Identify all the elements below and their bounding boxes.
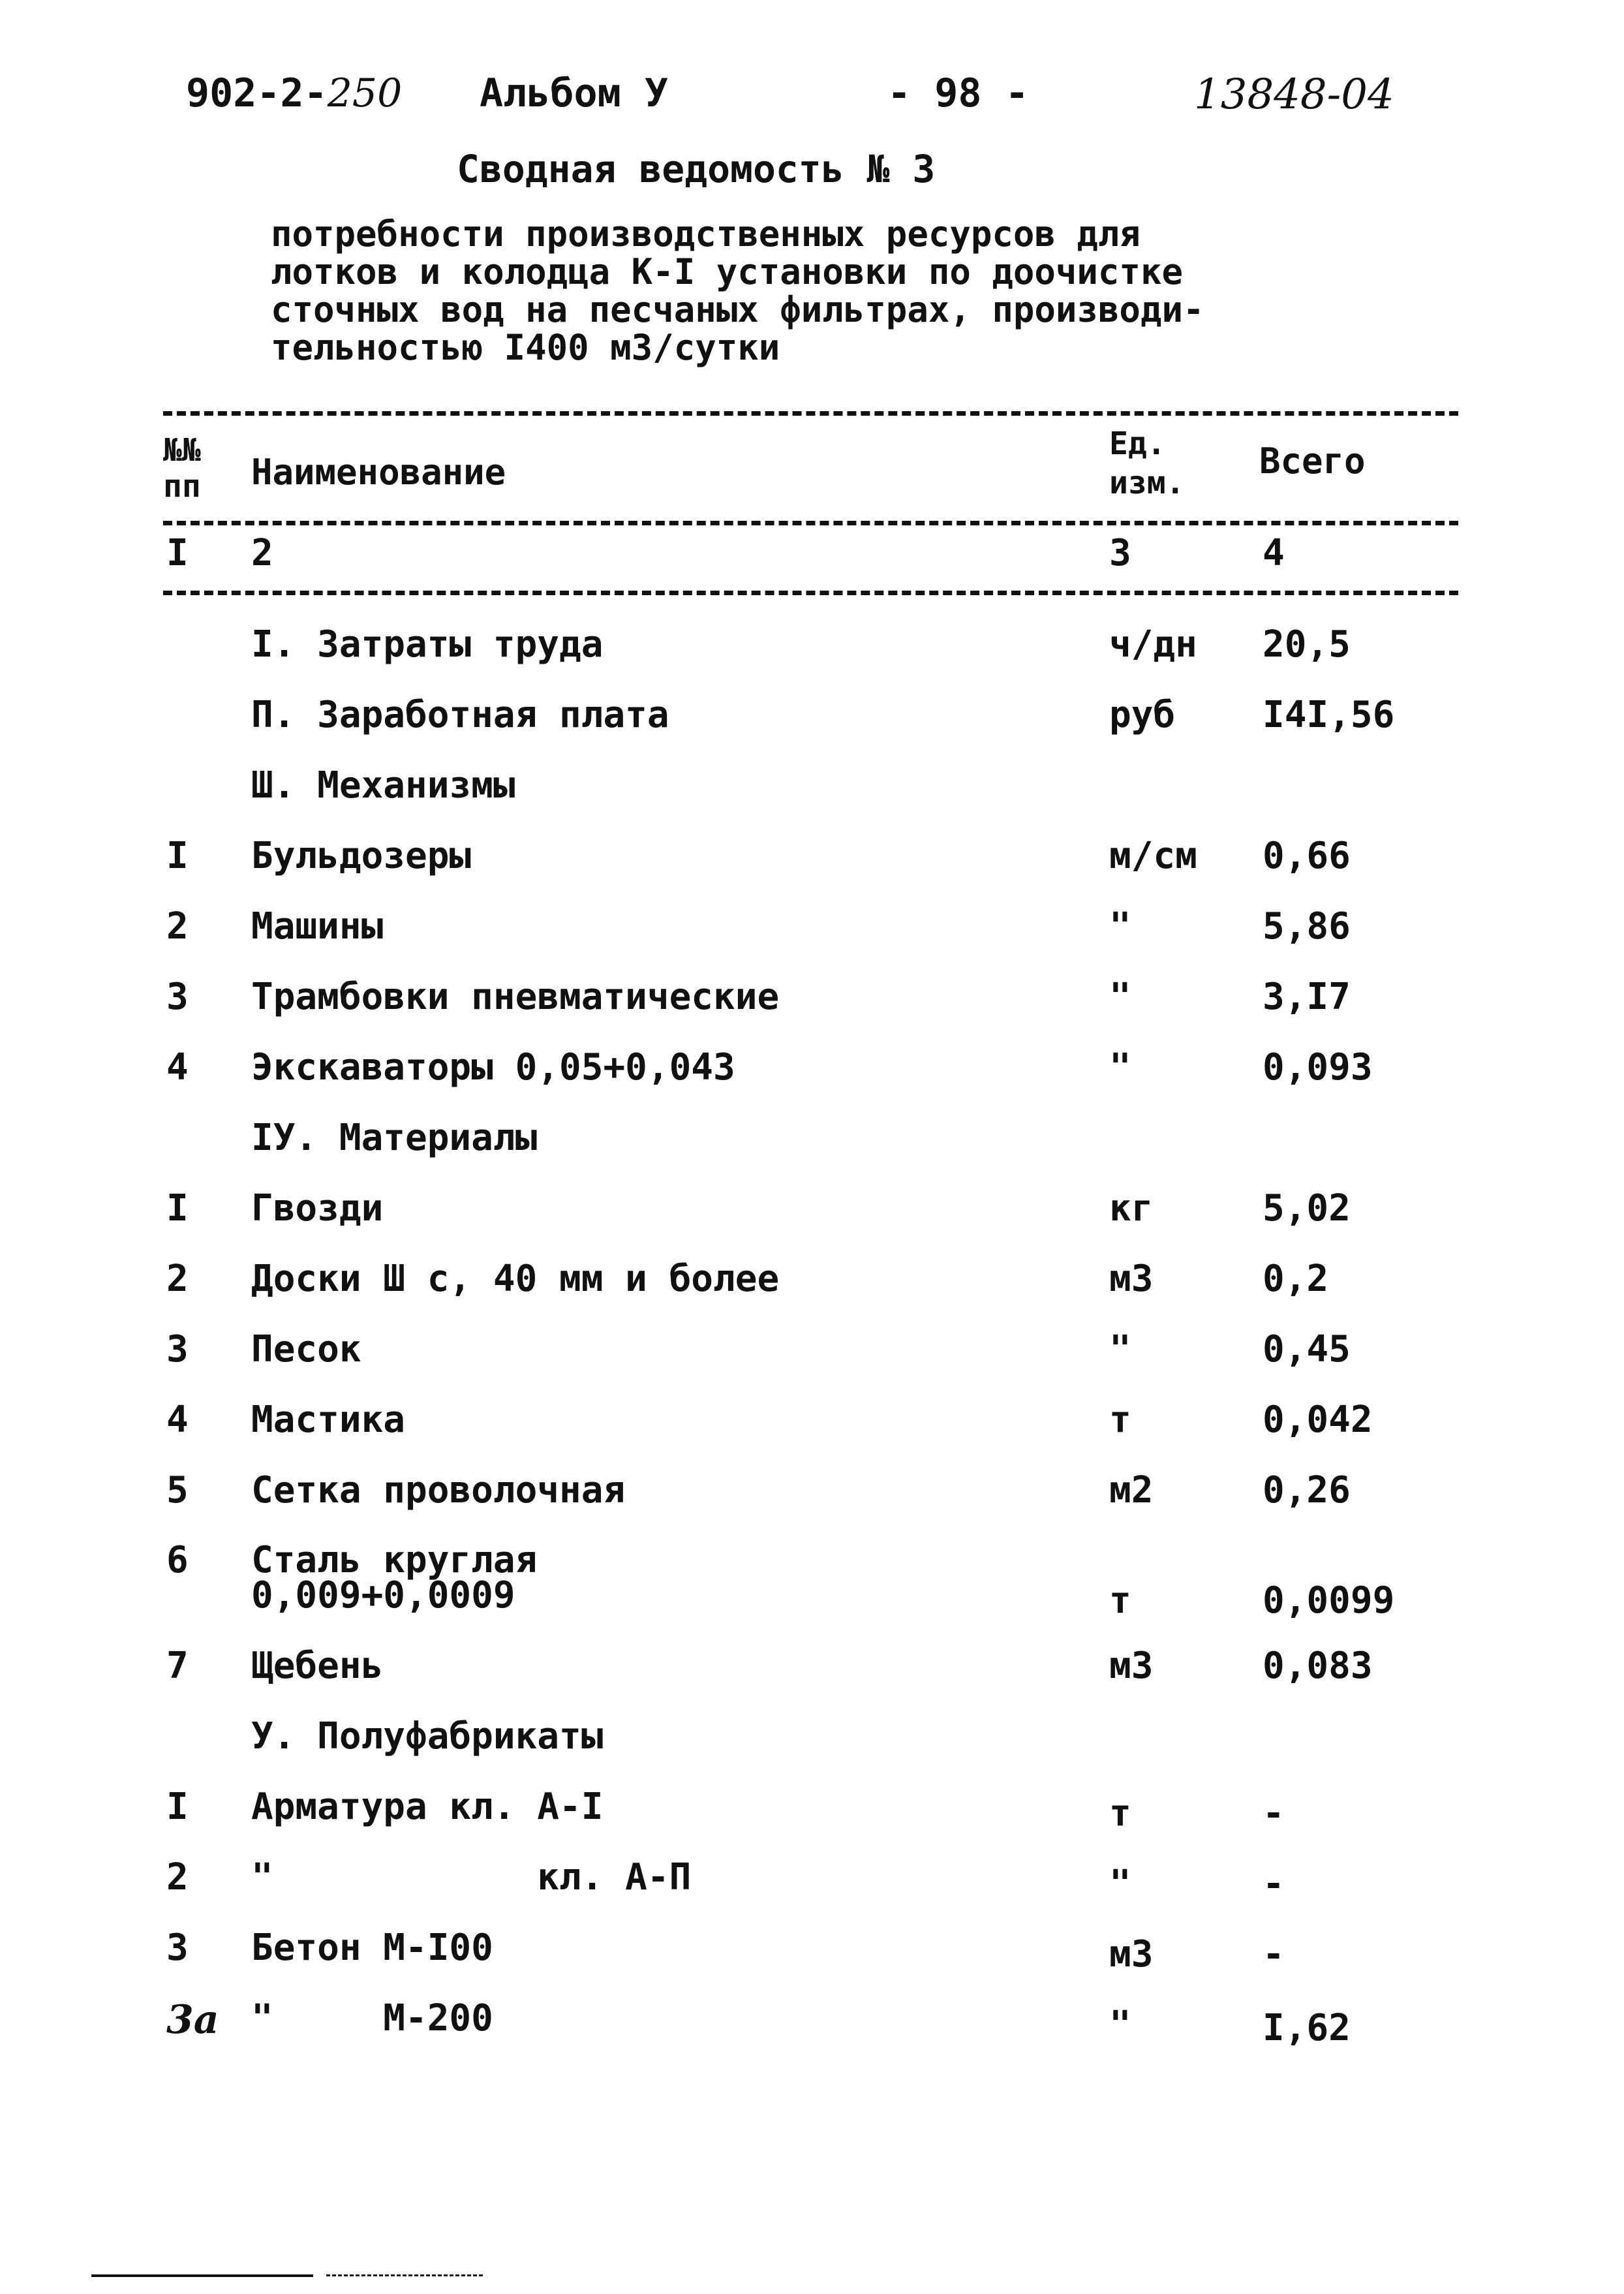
- row-num: 3: [166, 1927, 189, 1969]
- row-total: 5,02: [1263, 1187, 1351, 1230]
- subtitle-line-1: потребности производственных ресурсов для: [271, 213, 1141, 255]
- row-name: " М-200: [251, 1997, 493, 2039]
- header-num-line-2: пп: [163, 468, 201, 504]
- row-num: 2: [166, 1856, 189, 1899]
- section-heading-semifinished: У. Полуфабрикаты: [251, 1715, 604, 1758]
- row-num: I: [166, 835, 189, 877]
- row-total: 0,26: [1263, 1469, 1351, 1511]
- row-num: 2: [166, 1258, 189, 1300]
- column-number-4: 4: [1263, 532, 1285, 574]
- row-num: 5: [166, 1469, 189, 1511]
- row-total: 5,86: [1263, 905, 1351, 948]
- row-num: 4: [166, 1399, 189, 1441]
- section-heading-wages: П. Заработная плата: [251, 694, 669, 736]
- row-num: 4: [166, 1046, 189, 1089]
- series-number: 902-2-: [186, 70, 328, 116]
- column-number-2: 2: [251, 532, 273, 574]
- column-number-3: 3: [1109, 532, 1131, 574]
- row-total: 0,093: [1263, 1046, 1373, 1089]
- table-header-rule: [163, 521, 1458, 525]
- row-unit: м/см: [1109, 835, 1197, 877]
- row-total: I,62: [1263, 2007, 1351, 2049]
- row-num: 6: [166, 1539, 189, 1581]
- row-unit: м3: [1109, 1645, 1154, 1687]
- row-total: -: [1263, 1863, 1285, 1905]
- table-numbers-rule: [163, 591, 1458, 595]
- header-num-line-1: №№: [163, 432, 201, 469]
- row-total: 0,66: [1263, 835, 1351, 877]
- section-heading-labor: I. Затраты труда: [251, 623, 604, 666]
- row-num: 3: [166, 1328, 189, 1371]
- row-name: Гвозди: [251, 1187, 384, 1230]
- row-unit: т: [1109, 1579, 1131, 1622]
- row-total: 0,2: [1263, 1258, 1329, 1300]
- table-top-rule: [163, 411, 1458, 416]
- project-code-handwritten: 13848-04: [1194, 70, 1394, 119]
- row-name: Щебень: [251, 1645, 384, 1687]
- row-num: 7: [166, 1645, 189, 1687]
- page-number: - 98 -: [887, 70, 1029, 116]
- row-total: 0,0099: [1263, 1579, 1395, 1622]
- column-number-1: I: [166, 532, 189, 574]
- header-unit-line-1: Ед.: [1109, 426, 1166, 462]
- row-unit: т: [1109, 1399, 1131, 1441]
- row-name: Трамбовки пневматические: [251, 976, 780, 1018]
- row-unit: ": [1109, 905, 1131, 948]
- row-unit: ": [1109, 1863, 1131, 1905]
- row-name: Экскаваторы 0,05+0,043: [251, 1046, 735, 1089]
- row-total: 3,I7: [1263, 976, 1351, 1018]
- header-total: Всего: [1259, 441, 1366, 482]
- page-title: Сводная ведомость № 3: [457, 147, 936, 191]
- row-unit: ": [1109, 976, 1131, 1018]
- row-unit: руб: [1109, 694, 1176, 736]
- row-unit: м3: [1109, 1258, 1154, 1300]
- row-total: 20,5: [1263, 623, 1351, 666]
- album-label: Альбом У: [480, 70, 668, 116]
- row-name: Сетка проволочная: [251, 1469, 626, 1511]
- row-unit: кг: [1109, 1187, 1154, 1230]
- section-heading-machinery: Ш. Механизмы: [251, 764, 515, 807]
- series-suffix-handwritten: 250: [327, 70, 403, 116]
- subtitle-line-2: лотков и колодца К-I установки по доочистке: [271, 251, 1183, 292]
- row-unit: т: [1109, 1792, 1131, 1835]
- row-num: I: [166, 1786, 189, 1828]
- row-unit: ": [1109, 2004, 1131, 2046]
- document-code: [186, 70, 402, 116]
- row-unit: ч/дн: [1109, 623, 1197, 666]
- row-total: 0,042: [1263, 1399, 1373, 1441]
- row-name: " кл. А-П: [251, 1856, 692, 1899]
- row-unit: м2: [1109, 1469, 1154, 1511]
- row-total: I4I,56: [1263, 694, 1395, 736]
- row-name: Бульдозеры: [251, 835, 472, 877]
- row-total: -: [1263, 1933, 1285, 1976]
- row-total: 0,083: [1263, 1645, 1373, 1687]
- row-unit: м3: [1109, 1933, 1154, 1976]
- row-unit: ": [1109, 1046, 1131, 1089]
- row-name: Арматура кл. А-I: [251, 1786, 604, 1828]
- row-name: Машины: [251, 905, 384, 948]
- section-heading-materials: IУ. Материалы: [251, 1117, 538, 1159]
- subtitle-line-4: тельностью I400 м3/сутки: [271, 327, 780, 368]
- row-name: Сталь круглая: [251, 1539, 538, 1581]
- row-total: 0,45: [1263, 1328, 1351, 1371]
- row-num: 2: [166, 905, 189, 948]
- row-name: Мастика: [251, 1399, 406, 1441]
- row-name-line-2: 0,009+0,0009: [251, 1574, 515, 1617]
- subtitle-line-3: сточных вод на песчаных фильтрах, производи-: [271, 289, 1204, 330]
- row-unit: ": [1109, 1328, 1131, 1371]
- row-num: I: [166, 1187, 189, 1230]
- row-total: -: [1263, 1792, 1285, 1835]
- footer-rule: [91, 2274, 313, 2277]
- row-num: 3: [166, 976, 189, 1018]
- header-name: Наименование: [251, 452, 506, 493]
- row-num-handwritten: 3а: [166, 1997, 219, 2043]
- row-name: Доски Ш с, 40 мм и более: [251, 1258, 780, 1300]
- header-unit-line-2: изм.: [1109, 465, 1185, 501]
- row-name: Песок: [251, 1328, 361, 1371]
- footer-rule-dashed: [326, 2274, 483, 2276]
- row-name: Бетон М-I00: [251, 1927, 493, 1969]
